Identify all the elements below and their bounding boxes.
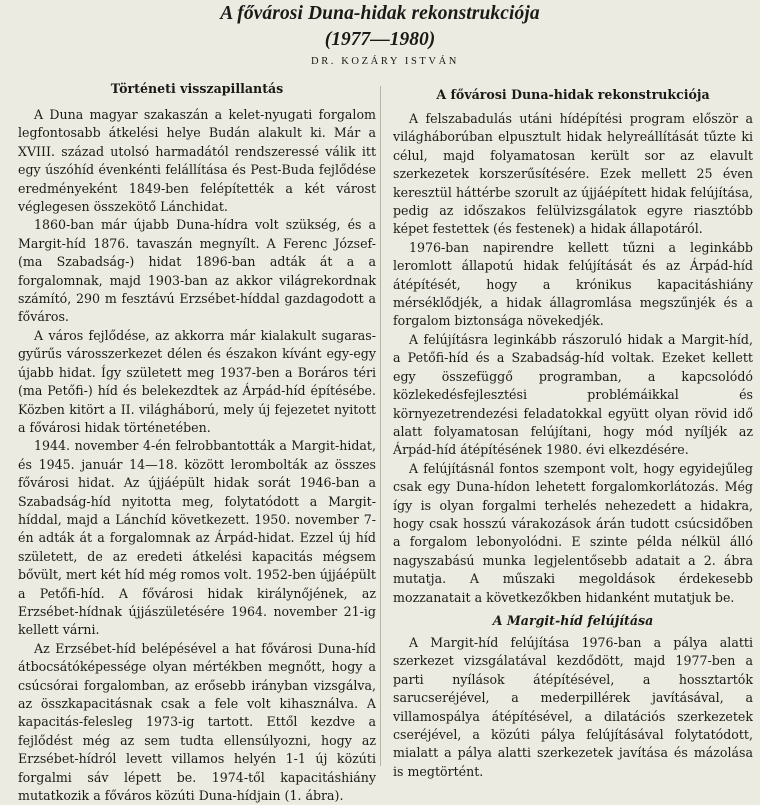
right-column-heading: A fővárosi Duna-hidak rekonstrukciója bbox=[436, 87, 710, 102]
article-title: A fővárosi Duna-hidak rekonstrukciója bbox=[220, 3, 540, 24]
right-subheading: A Margit-híd felújítása bbox=[492, 612, 654, 628]
article-years: (1977—1980) bbox=[324, 29, 436, 50]
right-paragraph: A felújításnál fontos szempont volt, hogy egyidejűleg csak egy Duna-hídon lehetett forgalomkorlátozás. Még így is olyan forgalmi terhelés nehezedett a hidakra, hogy csak hosszú várakozások árán tudott csúcsidőben a forgalom lebonyolódni. E szinte példa nélkül álló nagyszabású munka legjelentősebb adatait a 2. ábra mutatja. A műszaki megoldások érdekesebb mozzanatait a következőkben hidanként mutatjuk be. bbox=[393, 460, 753, 605]
column-divider bbox=[380, 86, 381, 766]
left-column bbox=[18, 80, 376, 805]
left-column-heading: Történeti visszapillantás bbox=[110, 81, 284, 96]
right-paragraph: A felújításra leginkább rászoruló hidak a Margit-híd, a Petőfi-híd és a Szabadság-híd voltak. Ezeket kellett egy összefüggő programban, a kapcsolódó közlekedésfejlesztési problémáikkal és környezetrendezési feladatokkal együtt olyan rövid idő alatt folyamatosan felújítani, hogy mód nyíljék az Árpád-híd átépítésének 1980. évi elkezdésére. bbox=[393, 331, 753, 458]
article-author: DR. KOZÁRY ISTVÁN bbox=[311, 56, 459, 67]
left-paragraph: A Duna magyar szakaszán a kelet-nyugati forgalom legfontosabb átkelési helye Budán alakult ki. Már a XVIII. század utolsó harmadától rendszeressé válik itt egy úszóhíd évenkénti felállítása és Pest-Buda fejlődése eredményeként 1849-ben felépítették a két várost véglegesen összekötő Lánchidat. bbox=[18, 107, 376, 215]
right-paragraph: A felszabadulás utáni hídépítési program először a világháborúban elpusztult hidak helyreállítását tűzte ki célul, majd folyamatosan került sor az elavult szerkezetek korszerűsítésére. Ezek mellett 25 éven keresztül háttérbe szorult az újjáépített hidak felújítása, pedig az időszakos felülvizsgálatok egyre riasztóbb képet festettek (és festenek) a hidak állapotáról. bbox=[393, 111, 753, 237]
right-sub-paragraph: A Margit-híd felújítása 1976-ban a pálya alatti szerkezet vizsgálatával kezdődött, majd 1977-ben a parti nyílások átépítésével, a hossztartók sarucseréjével, a mederpillérek javításával, a villamospálya átépítésével, a dilatációs szerkezetek cseréjével, a közúti pálya felújításával folytatódott, mialatt a pálya alatti szerkezetek javítása és mázolása is megtörtént. bbox=[393, 634, 753, 779]
left-paragraph: 1860-ban már újabb Duna-hídra volt szükség, és a Margit-híd 1876. tavaszán megnyílt. A Ferenc József- (ma Szabadság-) hidat 1896-ban adták át a a forgalomnak, majd 1903-ban az akkor világrekordnak számító, 290 m fesztávú Erzsébet-híddal gazdagodott a főváros. bbox=[18, 217, 376, 325]
right-paragraph: 1976-ban napirendre kellett tűzni a leginkább leromlott állapotú hidak felújítását és az Árpád-híd átépítését, hogy a krónikus kapacitáshiány mérséklődjék, a hidak állagromlása megszűnjék és a forgalom biztonsága növekedjék. bbox=[393, 239, 753, 329]
left-paragraph: 1944. november 4-én felrobbantották a Margit-hidat, és 1945. január 14—18. között lerombolták az összes fővárosi hidat. Az újjáépült hidak sorát 1946-ban a Szabadság-híd nyitotta meg, folytatódott a Margit-híddal, majd a Lánchíd következett. 1950. november 7-én adták át a forgalomnak az Árpád-hidat. Ezzel új híd született, de az eredeti átkelési kapacitás mégsem bővült, mert két híd még romos volt. 1952-ben újjáépült a Petőfi-híd. A fővárosi hidak királynőjének, az Erzsébet-hídnak újjászületésére 1964. november 21-ig kellett várni. bbox=[18, 438, 376, 638]
left-paragraph: Az Erzsébet-híd belépésével a hat fővárosi Duna-híd átbocsátóképessége olyan mértékben megnőtt, hogy a csúcsórai forgalomban, az erősebb irányban vizsgálva, az összkapacitásnak csak a fele volt kihasználva. A kapacitás-felesleg 1973-ig tartott. Ettől kezdve a fejlődést még az sem tudta ellensúlyozni, hogy az Erzsébet-hídról levett villamos helyén 1-1 új közúti forgalmi sáv lépett be. 1974-től kapacitáshiány mutatkozik a főváros közúti Duna-hídjain (1. ábra). bbox=[18, 640, 376, 804]
left-paragraph: A város fejlődése, az akkorra már kialakult sugaras-gyűrűs városszerkezet délen és északon kívánt egy-egy újabb hidat. Így született meg 1937-ben a Boráros téri (ma Petőfi-) híd és belekezdtek az Árpád-híd építésébe. Közben kitört a II. világháború, mely új fejezetet nyitott a fővárosi hidak történetében. bbox=[18, 327, 376, 435]
right-column bbox=[393, 80, 753, 781]
